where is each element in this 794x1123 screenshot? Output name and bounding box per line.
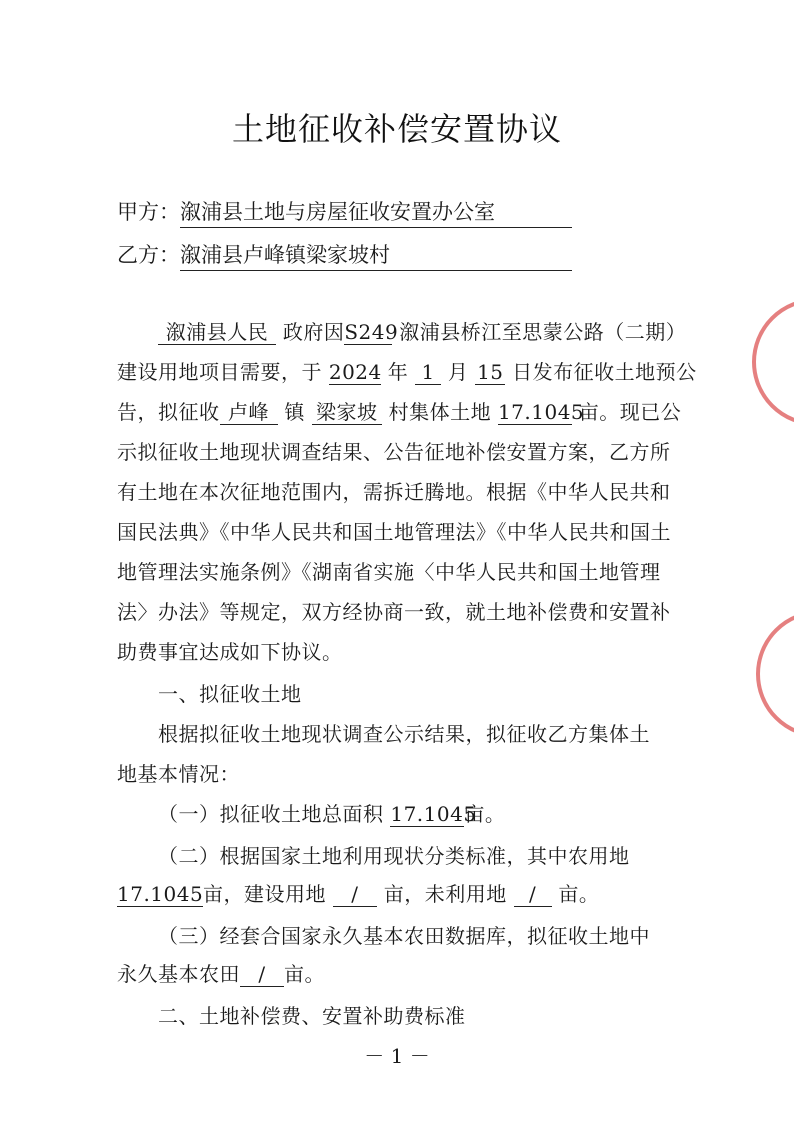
text-fragment: 亩。 bbox=[551, 882, 600, 906]
party-a-name: 溆浦县土地与房屋征收安置办公室 bbox=[180, 198, 572, 228]
text-fragment: 日发布征收土地预公 bbox=[505, 360, 697, 384]
basic-farmland-area: / bbox=[240, 962, 284, 987]
announce-month: 1 bbox=[415, 360, 441, 385]
preamble-line-8: 法〉办法》等规定，双方经协商一致，就土地补偿费和安置补 bbox=[117, 600, 671, 624]
item-3-line-1: （三）经套合国家永久基本农田数据库，拟征收土地中 bbox=[158, 924, 650, 948]
party-a-label: 甲方： bbox=[117, 200, 180, 224]
text-fragment: 建设用地项目需要，于 bbox=[117, 360, 329, 384]
announce-year: 2024 bbox=[328, 360, 382, 384]
party-b-label: 乙方： bbox=[117, 243, 180, 267]
preamble-line-4: 示拟征收土地现状调查结果、公告征地补偿安置方案，乙方所 bbox=[117, 440, 671, 464]
text-fragment: 村集体土地 bbox=[381, 400, 498, 424]
government-name: 溆浦县人民 bbox=[158, 320, 276, 345]
village-name: 梁家坡 bbox=[312, 400, 382, 425]
town-name: 卢峰 bbox=[220, 400, 278, 425]
text-fragment: 镇 bbox=[277, 400, 312, 424]
preamble-line-2 bbox=[117, 358, 697, 386]
item-2-line-2 bbox=[117, 880, 599, 908]
text-fragment: 亩。 bbox=[464, 802, 506, 826]
text-fragment: 亩，建设用地 bbox=[203, 882, 333, 906]
text-fragment: 亩。 bbox=[284, 962, 325, 986]
preamble-line-9: 助费事宜达成如下协议。 bbox=[117, 640, 343, 664]
land-area: 17.1045 bbox=[497, 400, 585, 424]
text-fragment: 政府因 bbox=[276, 320, 345, 344]
road-code: S249 bbox=[344, 320, 399, 344]
total-area: 17.1045 bbox=[390, 802, 477, 826]
item-3-line-2 bbox=[117, 960, 325, 988]
text-fragment: （一）拟征收土地总面积 bbox=[158, 802, 391, 826]
construction-land-area: / bbox=[333, 882, 377, 907]
preamble-line-7: 地管理法实施条例》《湖南省实施〈中华人民共和国土地管理 bbox=[117, 560, 661, 584]
seal-stamp-bottom bbox=[756, 610, 794, 738]
preamble-line-1 bbox=[158, 318, 686, 346]
party-a bbox=[117, 198, 572, 228]
preamble-line-6: 国民法典》《中华人民共和国土地管理法》《中华人民共和国土 bbox=[117, 520, 671, 544]
text-fragment: 年 bbox=[380, 360, 416, 384]
document-title: 土地征收补偿安置协议 bbox=[231, 110, 562, 148]
text-fragment: 告，拟征收 bbox=[117, 400, 220, 424]
section-1-para-line-2: 地基本情况： bbox=[117, 762, 240, 786]
item-2-line-1: （二）根据国家土地利用现状分类标准，其中农用地 bbox=[158, 844, 630, 868]
seal-stamp-top bbox=[752, 298, 794, 426]
section-1-para-line-1: 根据拟征收土地现状调查公示结果，拟征收乙方集体土 bbox=[158, 722, 650, 746]
text-fragment: 月 bbox=[441, 360, 476, 384]
preamble-line-5: 有土地在本次征地范围内，需拆迁腾地。根据《中华人民共和 bbox=[117, 480, 671, 504]
farmland-area: 17.1045 bbox=[117, 882, 204, 906]
announce-day: 15 bbox=[477, 360, 504, 384]
section-2-heading: 二、土地补偿费、安置补助费标准 bbox=[158, 1004, 466, 1028]
text-fragment: 永久基本农田 bbox=[117, 962, 240, 986]
page-number: － 1 － bbox=[364, 1044, 430, 1068]
party-b-name: 溆浦县卢峰镇梁家坡村 bbox=[180, 241, 572, 271]
text-fragment: 亩，未利用地 bbox=[376, 882, 514, 906]
text-fragment: 溆浦县桥江至思蒙公路（二期） bbox=[392, 320, 687, 344]
unused-land-area: / bbox=[514, 882, 552, 907]
section-1-heading: 一、拟征收土地 bbox=[158, 682, 302, 706]
item-1 bbox=[158, 800, 505, 828]
party-b bbox=[117, 241, 572, 271]
text-fragment: 亩。现已公 bbox=[571, 400, 682, 424]
preamble-line-3 bbox=[117, 398, 681, 426]
